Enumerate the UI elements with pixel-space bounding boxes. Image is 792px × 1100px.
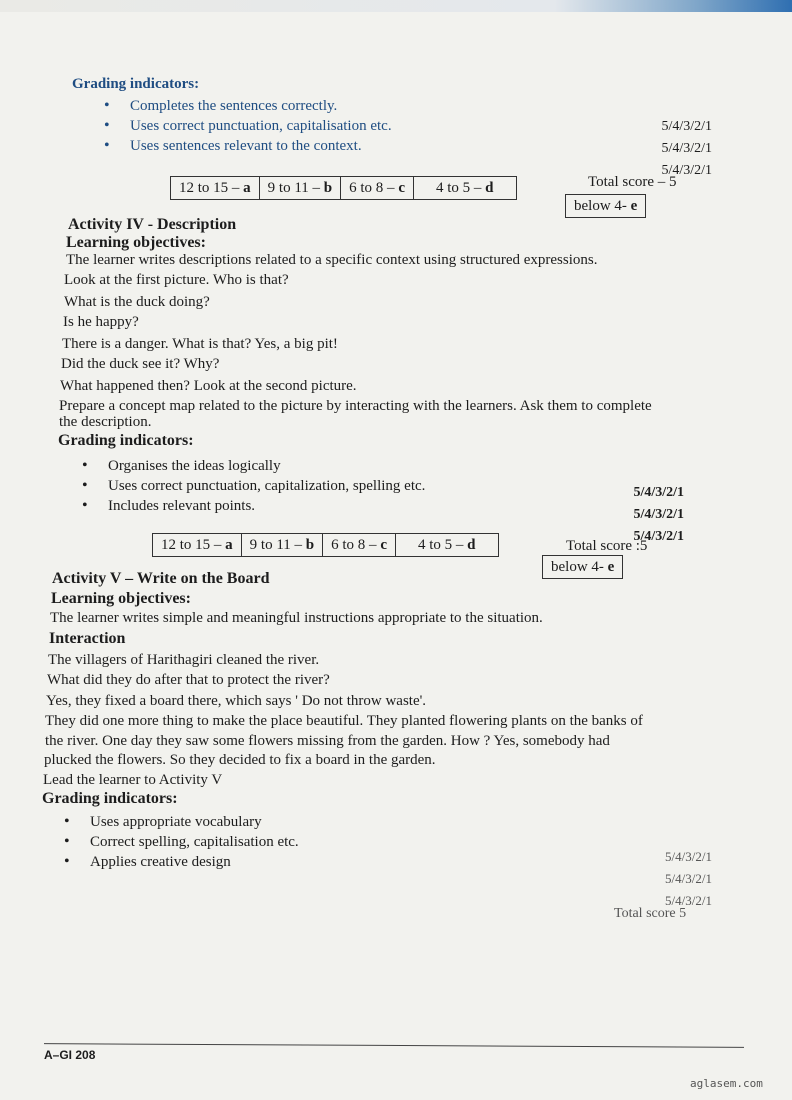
- text-line: What is the duck doing?: [64, 294, 210, 310]
- total-score-3: Total score 5: [614, 906, 687, 921]
- grading-indicators-heading-1: Grading indicators:: [72, 76, 200, 92]
- grade-cell: 6 to 8 – c: [341, 177, 414, 199]
- list-item: • Completes the sentences correctly.: [104, 96, 392, 116]
- text-line: They did one more thing to make the place beautiful. They planted flowering plants on the banks of: [45, 713, 643, 729]
- activity-5-title: Activity V – Write on the Board: [52, 570, 270, 587]
- list-item: • Organises the ideas logically: [82, 456, 425, 476]
- text-line: Look at the first picture. Who is that?: [64, 272, 289, 288]
- grade-cell: 4 to 5 – d: [417, 537, 476, 553]
- activity-4-title: Activity IV - Description: [68, 216, 237, 233]
- grading-list-2: [82, 456, 425, 516]
- grading-indicators-heading-2: Grading indicators:: [58, 432, 194, 449]
- score-column-3: [600, 846, 712, 912]
- score-value: 5/4/3/2/1: [633, 485, 684, 500]
- score-column-1: [600, 116, 712, 182]
- score-value: 5/4/3/2/1: [661, 119, 712, 134]
- grade-cell: 6 to 8 – c: [323, 534, 396, 556]
- text-line: Did the duck see it? Why?: [61, 356, 220, 372]
- page-code: A–GI 208: [44, 1048, 96, 1062]
- score-value: 5/4/3/2/1: [633, 529, 684, 544]
- grade-table-2: [152, 533, 499, 557]
- grade-cell: 12 to 15 – a: [171, 177, 260, 199]
- list-item: • Uses sentences relevant to the context.: [104, 136, 392, 156]
- watermark: aglasem.com: [690, 1077, 763, 1090]
- footer-rule: [44, 1043, 744, 1048]
- grade-cell: 9 to 11 – b: [242, 534, 323, 556]
- grade-cell: 4 to 5 – d: [435, 180, 494, 196]
- list-item: • Uses correct punctuation, capitalization, spelling etc.: [82, 476, 425, 496]
- grading-indicators-heading-3: Grading indicators:: [42, 790, 178, 807]
- grading-list-3: [64, 812, 299, 872]
- text-line: Yes, they fixed a board there, which says ' Do not throw waste'.: [46, 693, 427, 709]
- text-line: the description.: [59, 414, 152, 430]
- text-line: plucked the flowers. So they decided to fix a board in the garden.: [44, 752, 436, 768]
- activity-5-objective-text: The learner writes simple and meaningful instructions appropriate to the situation.: [50, 610, 543, 626]
- score-value: 5/4/3/2/1: [665, 893, 712, 908]
- activity-5-objectives-heading: Learning objectives:: [51, 590, 191, 607]
- list-item: • Uses appropriate vocabulary: [64, 812, 299, 832]
- score-value: 5/4/3/2/1: [661, 163, 712, 178]
- activity-4-objective-text: The learner writes descriptions related to a specific context using structured expressions.: [66, 252, 598, 268]
- score-value: 5/4/3/2/1: [665, 849, 712, 864]
- text-line: There is a danger. What is that? Yes, a big pit!: [62, 336, 338, 352]
- list-item: • Correct spelling, capitalisation etc.: [64, 832, 299, 852]
- score-value: 5/4/3/2/1: [661, 141, 712, 156]
- text-line: the river. One day they saw some flowers missing from the garden. How ? Yes, somebody had: [45, 733, 610, 749]
- text-line: Prepare a concept map related to the picture by interacting with the learners. Ask them to complete: [59, 398, 652, 414]
- grade-table-1-extra: [565, 194, 646, 218]
- total-score-1: Total score – 5: [588, 174, 677, 190]
- grade-cell: 12 to 15 – a: [153, 534, 242, 556]
- text-line: The villagers of Harithagiri cleaned the river.: [48, 652, 320, 668]
- grade-cell: 9 to 11 – b: [260, 177, 341, 199]
- total-score-2: Total score :5: [566, 538, 648, 554]
- score-value: 5/4/3/2/1: [665, 871, 712, 886]
- list-item: • Applies creative design: [64, 852, 299, 872]
- activity-4-objectives-heading: Learning objectives:: [66, 234, 206, 251]
- text-line: What did they do after that to protect the river?: [47, 672, 330, 688]
- text-line: What happened then? Look at the second picture.: [60, 378, 357, 394]
- grade-cell: below 4- e: [574, 198, 638, 214]
- text-line: Is he happy?: [63, 314, 139, 330]
- list-item: • Includes relevant points.: [82, 496, 425, 516]
- list-item: • Uses correct punctuation, capitalisation etc.: [104, 116, 392, 136]
- grade-cell: below 4- e: [551, 559, 615, 575]
- grading-list-1: [104, 96, 392, 156]
- text-line: Lead the learner to Activity V: [43, 772, 223, 788]
- score-value: 5/4/3/2/1: [633, 507, 684, 522]
- grade-table-2-extra: [542, 555, 623, 579]
- interaction-heading: Interaction: [49, 630, 126, 647]
- grade-table-1: [170, 176, 517, 200]
- scan-top-edge: [0, 0, 792, 12]
